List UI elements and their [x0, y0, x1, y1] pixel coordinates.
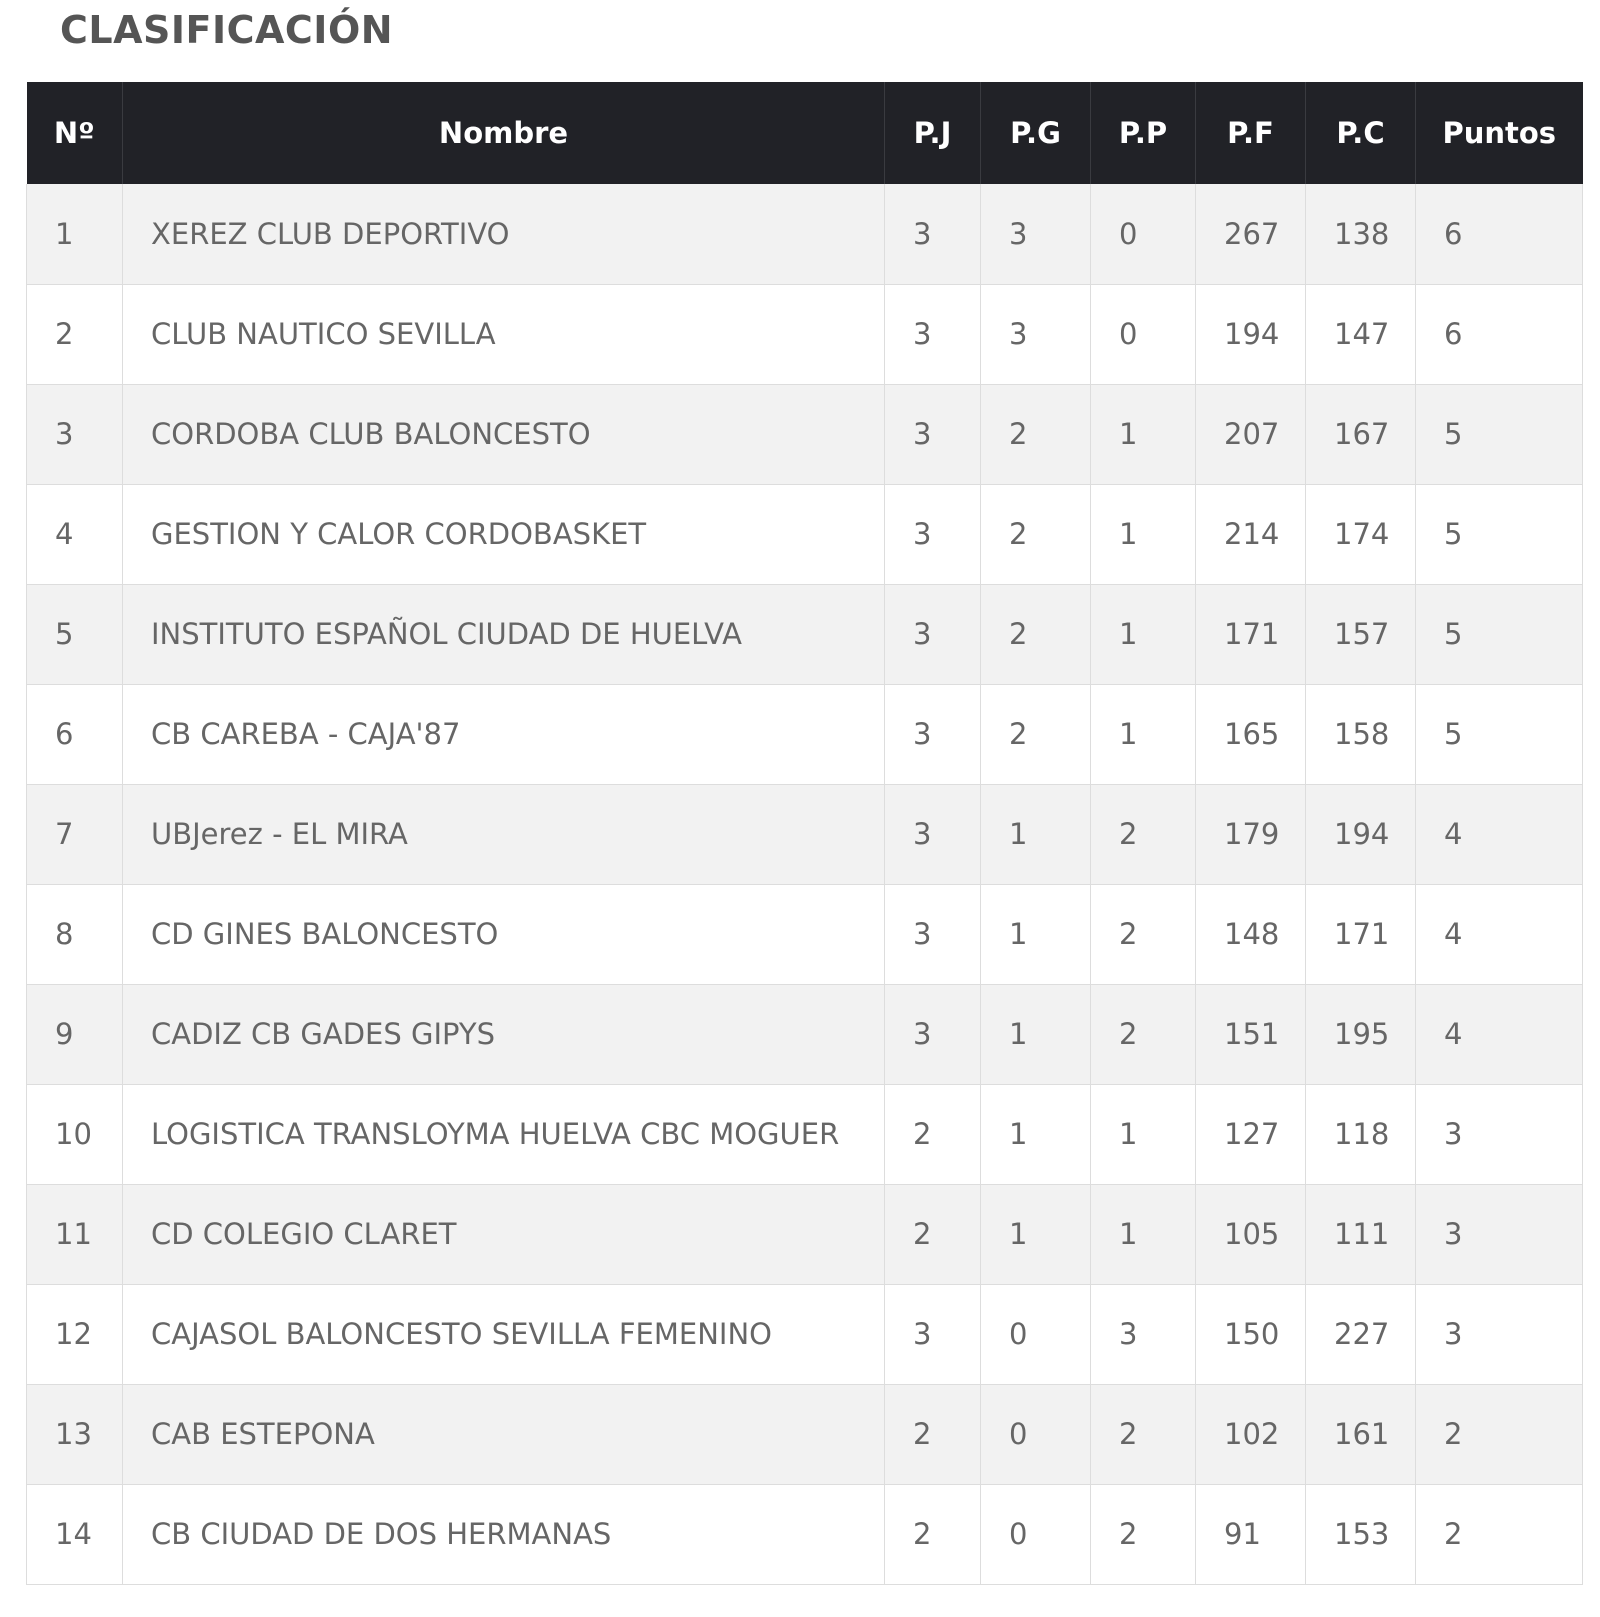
cell-won: 1	[981, 784, 1091, 884]
cell-points: 3	[1416, 1184, 1583, 1284]
cell-team-name: CB CAREBA - CAJA'87	[123, 684, 885, 784]
cell-played: 3	[885, 284, 981, 384]
cell-team-name: LOGISTICA TRANSLOYMA HUELVA CBC MOGUER	[123, 1084, 885, 1184]
cell-played: 2	[885, 1384, 981, 1484]
cell-points-against: 171	[1306, 884, 1416, 984]
cell-lost: 2	[1091, 1384, 1196, 1484]
cell-position: 12	[27, 1284, 123, 1384]
cell-points: 2	[1416, 1484, 1583, 1584]
cell-lost: 1	[1091, 1084, 1196, 1184]
cell-points-for: 105	[1196, 1184, 1306, 1284]
table-row	[27, 1084, 1583, 1184]
cell-position: 9	[27, 984, 123, 1084]
cell-played: 3	[885, 484, 981, 584]
cell-position: 13	[27, 1384, 123, 1484]
cell-position: 2	[27, 284, 123, 384]
cell-points-for: 179	[1196, 784, 1306, 884]
cell-team-name: XEREZ CLUB DEPORTIVO	[123, 184, 885, 284]
cell-points-against: 118	[1306, 1084, 1416, 1184]
header-num: Nº	[27, 82, 123, 184]
cell-played: 2	[885, 1084, 981, 1184]
cell-points: 5	[1416, 484, 1583, 584]
cell-points: 2	[1416, 1384, 1583, 1484]
cell-won: 1	[981, 884, 1091, 984]
table-header	[27, 82, 1583, 184]
cell-played: 3	[885, 684, 981, 784]
cell-points-against: 161	[1306, 1384, 1416, 1484]
cell-points: 6	[1416, 184, 1583, 284]
cell-team-name: CADIZ CB GADES GIPYS	[123, 984, 885, 1084]
cell-lost: 1	[1091, 484, 1196, 584]
cell-points: 3	[1416, 1084, 1583, 1184]
standings-table	[26, 82, 1583, 1585]
cell-points-against: 195	[1306, 984, 1416, 1084]
cell-team-name: UBJerez - EL MIRA	[123, 784, 885, 884]
header-pg: P.G	[981, 82, 1091, 184]
table-row	[27, 684, 1583, 784]
cell-position: 10	[27, 1084, 123, 1184]
cell-points-for: 267	[1196, 184, 1306, 284]
cell-played: 3	[885, 184, 981, 284]
cell-won: 1	[981, 1084, 1091, 1184]
cell-won: 1	[981, 984, 1091, 1084]
header-row	[27, 82, 1583, 184]
cell-points-for: 151	[1196, 984, 1306, 1084]
cell-team-name: CD GINES BALONCESTO	[123, 884, 885, 984]
table-row	[27, 1484, 1583, 1584]
cell-points: 3	[1416, 1284, 1583, 1384]
cell-points: 4	[1416, 784, 1583, 884]
cell-played: 3	[885, 1284, 981, 1384]
cell-position: 11	[27, 1184, 123, 1284]
table-row	[27, 1284, 1583, 1384]
cell-points: 4	[1416, 884, 1583, 984]
cell-team-name: CD COLEGIO CLARET	[123, 1184, 885, 1284]
cell-lost: 2	[1091, 1484, 1196, 1584]
cell-points-for: 150	[1196, 1284, 1306, 1384]
header-name: Nombre	[123, 82, 885, 184]
cell-points-for: 102	[1196, 1384, 1306, 1484]
cell-position: 8	[27, 884, 123, 984]
cell-points-for: 207	[1196, 384, 1306, 484]
header-pj: P.J	[885, 82, 981, 184]
cell-position: 5	[27, 584, 123, 684]
cell-position: 3	[27, 384, 123, 484]
cell-lost: 2	[1091, 984, 1196, 1084]
cell-points: 5	[1416, 684, 1583, 784]
table-row	[27, 284, 1583, 384]
cell-lost: 2	[1091, 784, 1196, 884]
table-row	[27, 1384, 1583, 1484]
page-title: CLASIFICACIÓN	[60, 8, 394, 52]
header-puntos: Puntos	[1442, 116, 1557, 150]
cell-team-name: CLUB NAUTICO SEVILLA	[123, 284, 885, 384]
cell-points-for: 171	[1196, 584, 1306, 684]
cell-points: 5	[1416, 584, 1583, 684]
cell-lost: 0	[1091, 284, 1196, 384]
cell-points-against: 167	[1306, 384, 1416, 484]
cell-played: 3	[885, 584, 981, 684]
header-pf: P.F	[1196, 82, 1306, 184]
cell-points-for: 165	[1196, 684, 1306, 784]
cell-points-for: 91	[1196, 1484, 1306, 1584]
table-row	[27, 184, 1583, 284]
cell-won: 3	[981, 284, 1091, 384]
cell-won: 2	[981, 484, 1091, 584]
cell-points-against: 227	[1306, 1284, 1416, 1384]
cell-points-against: 158	[1306, 684, 1416, 784]
cell-won: 0	[981, 1284, 1091, 1384]
cell-played: 3	[885, 884, 981, 984]
cell-won: 0	[981, 1384, 1091, 1484]
table-row	[27, 784, 1583, 884]
table-row	[27, 384, 1583, 484]
cell-position: 7	[27, 784, 123, 884]
cell-won: 2	[981, 684, 1091, 784]
cell-points-for: 194	[1196, 284, 1306, 384]
cell-points-against: 153	[1306, 1484, 1416, 1584]
cell-points-for: 127	[1196, 1084, 1306, 1184]
cell-points-against: 174	[1306, 484, 1416, 584]
cell-points: 5	[1416, 384, 1583, 484]
cell-team-name: GESTION Y CALOR CORDOBASKET	[123, 484, 885, 584]
cell-lost: 1	[1091, 584, 1196, 684]
cell-position: 4	[27, 484, 123, 584]
table-row	[27, 1184, 1583, 1284]
table-row	[27, 884, 1583, 984]
cell-team-name: CORDOBA CLUB BALONCESTO	[123, 384, 885, 484]
cell-points-for: 148	[1196, 884, 1306, 984]
cell-played: 3	[885, 784, 981, 884]
table-row	[27, 484, 1583, 584]
cell-team-name: INSTITUTO ESPAÑOL CIUDAD DE HUELVA	[123, 584, 885, 684]
cell-points-against: 138	[1306, 184, 1416, 284]
cell-lost: 3	[1091, 1284, 1196, 1384]
cell-won: 2	[981, 384, 1091, 484]
cell-played: 3	[885, 384, 981, 484]
header-pp: P.P	[1091, 82, 1196, 184]
cell-points-against: 157	[1306, 584, 1416, 684]
table-row	[27, 984, 1583, 1084]
header-pc: P.C	[1306, 82, 1416, 184]
cell-won: 3	[981, 184, 1091, 284]
table-row	[27, 584, 1583, 684]
cell-points-against: 194	[1306, 784, 1416, 884]
cell-lost: 1	[1091, 384, 1196, 484]
cell-lost: 0	[1091, 184, 1196, 284]
cell-points-for: 214	[1196, 484, 1306, 584]
cell-position: 6	[27, 684, 123, 784]
cell-team-name: CB CIUDAD DE DOS HERMANAS	[123, 1484, 885, 1584]
cell-points-against: 147	[1306, 284, 1416, 384]
cell-won: 1	[981, 1184, 1091, 1284]
cell-position: 14	[27, 1484, 123, 1584]
cell-lost: 2	[1091, 884, 1196, 984]
cell-played: 2	[885, 1484, 981, 1584]
cell-team-name: CAJASOL BALONCESTO SEVILLA FEMENINO	[123, 1284, 885, 1384]
cell-team-name: CAB ESTEPONA	[123, 1384, 885, 1484]
cell-lost: 1	[1091, 684, 1196, 784]
cell-won: 0	[981, 1484, 1091, 1584]
cell-played: 2	[885, 1184, 981, 1284]
cell-lost: 1	[1091, 1184, 1196, 1284]
cell-position: 1	[27, 184, 123, 284]
cell-points: 6	[1416, 284, 1583, 384]
cell-played: 3	[885, 984, 981, 1084]
cell-won: 2	[981, 584, 1091, 684]
cell-points-against: 111	[1306, 1184, 1416, 1284]
table-body	[27, 184, 1583, 1584]
cell-points: 4	[1416, 984, 1583, 1084]
